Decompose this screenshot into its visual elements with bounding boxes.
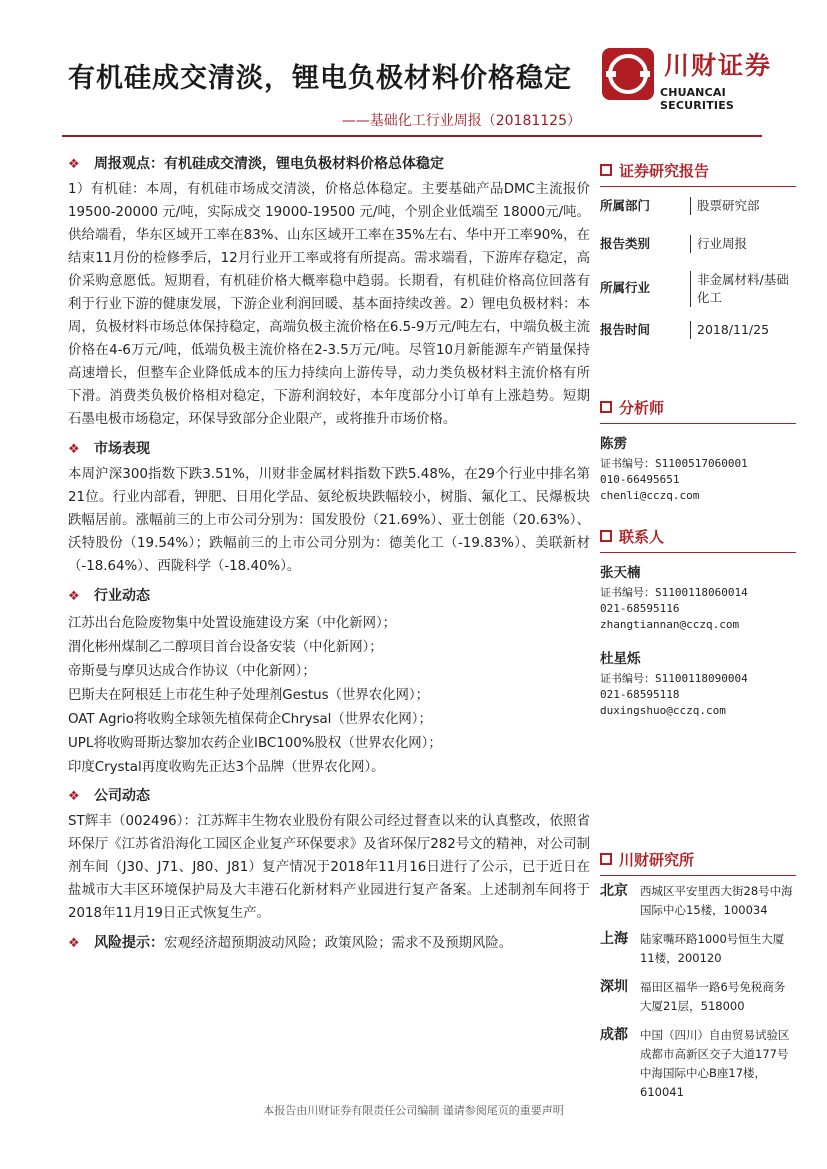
office-city: 成都 — [600, 1027, 628, 1043]
square-bullet-icon — [600, 530, 612, 542]
section-risk — [68, 931, 590, 955]
sidebar-heading-report — [600, 158, 796, 182]
sidebar-divider — [600, 423, 796, 424]
contact-email: zhangtiannan@cczq.com — [600, 618, 740, 631]
info-value: 2018/11/25 — [690, 321, 796, 339]
info-row — [600, 321, 796, 339]
analyst-name: 陈雳 — [600, 436, 627, 452]
office-row — [600, 1026, 796, 1102]
logo-english-name: CHUANCAI SECURITIES — [660, 86, 735, 112]
contact-cert: 证书编号：S1100118090004 — [600, 672, 748, 685]
heading-text: 证券研究报告 — [619, 161, 710, 180]
contact-phone: 021-68595118 — [600, 688, 680, 701]
office-city: 上海 — [600, 931, 628, 947]
sidebar-heading-institute — [600, 847, 796, 871]
contact-email: duxingshuo@cczq.com — [600, 704, 726, 717]
section-company-news — [68, 784, 590, 808]
diamond-bullet-icon: ❖ — [68, 156, 80, 172]
office-row — [600, 978, 796, 1016]
risk-heading: 风险提示： — [94, 934, 164, 951]
diamond-bullet-icon: ❖ — [68, 441, 80, 457]
info-row — [600, 235, 796, 253]
office-address: 西城区平安里西大街28号中海国际中心15楼，100034 — [640, 884, 793, 917]
info-label: 报告时间 — [600, 322, 651, 337]
section-market — [68, 437, 590, 461]
diamond-bullet-icon: ❖ — [68, 588, 80, 604]
sidebar-divider — [600, 552, 796, 553]
footer-disclaimer: 本报告由川财证券有限责任公司编制 谨请参阅尾页的重要声明 — [263, 1104, 564, 1117]
sidebar — [600, 158, 796, 1102]
list-item: UPL将收购哥斯达黎加农药企业IBC100%股权（世界农化网）； — [68, 736, 442, 751]
diamond-bullet-icon: ❖ — [68, 788, 80, 804]
heading-text: 川财研究所 — [619, 850, 695, 869]
report-subtitle: ——基础化工行业周报（20181125） — [341, 113, 581, 129]
contact-phone: 021-68595116 — [600, 602, 680, 615]
square-bullet-icon — [600, 401, 612, 413]
analyst-email: chenli@cczq.com — [600, 489, 700, 502]
list-item: 印度Crystal再度收购先正达3个品牌（世界农化网）。 — [68, 760, 385, 775]
info-label: 所属部门 — [600, 198, 651, 213]
company-logo — [602, 46, 792, 112]
contact-cert: 证书编号：S1100118060014 — [600, 586, 748, 599]
list-item: 江苏出台危险废物集中处置设施建设方案（中化新网）； — [68, 616, 397, 631]
section-heading: 公司动态 — [94, 787, 150, 804]
contact-name: 张天楠 — [600, 565, 641, 581]
office-city: 深圳 — [600, 979, 628, 995]
sidebar-heading-contacts — [600, 524, 796, 548]
header-divider — [62, 135, 762, 137]
info-label: 所属行业 — [600, 280, 651, 295]
office-city: 北京 — [600, 883, 628, 899]
logo-mark-icon — [602, 48, 654, 100]
diamond-bullet-icon: ❖ — [68, 935, 80, 951]
office-address: 陆家嘴环路1000号恒生大厦11楼，200120 — [640, 932, 785, 965]
section-heading: 周报观点：有机硅成交清淡，锂电负极材料价格总体稳定 — [94, 155, 444, 172]
report-title: 有机硅成交清淡，锂电负极材料价格稳定 — [68, 63, 572, 94]
list-item: OAT Agrio将收购全球领先植保荷企Chrysal（世界农化网）； — [68, 712, 432, 727]
section-industry-news — [68, 584, 590, 608]
contact-name: 杜星烁 — [600, 651, 641, 667]
info-label: 报告类别 — [600, 236, 651, 251]
main-content — [68, 148, 590, 955]
info-value: 非金属材料/基础化工 — [690, 271, 796, 307]
industry-news-list — [68, 612, 590, 780]
sidebar-heading-analyst — [600, 395, 796, 419]
info-value: 行业周报 — [690, 235, 796, 253]
info-row — [600, 271, 796, 307]
office-address: 福田区福华一路6号免税商务大厦21层，518000 — [640, 980, 786, 1013]
square-bullet-icon — [600, 164, 612, 176]
analyst-cert: 证书编号：S1100517060001 — [600, 457, 748, 470]
list-item: 巴斯夫在阿根廷上市花生种子处理剂Gestus（世界农化网）； — [68, 688, 429, 703]
office-address: 中国（四川）自由贸易试验区成都市高新区交子大道177号中海国际中心B座17楼，610041 — [640, 1028, 790, 1099]
analyst-phone: 010-66495651 — [600, 473, 680, 486]
info-value: 股票研究部 — [690, 197, 796, 215]
section-weekly-view — [68, 152, 590, 176]
weekly-view-text: 1）有机硅：本周，有机硅市场成交清淡，价格总体稳定。主要基础产品DMC主流报价 19500-20000 元/吨，实际成交 19000-19500 元/吨，个别企业低端至 18000元/吨。供给端看，华东区域开工率在83%、山东区域开工率在35%左右、华中开工率90%，在结束11月份的检修季后，12月行业开工率或将有所提高。需求端看，下游库存稳定，高价采购意愿低。短期看，有机硅价格大概率稳中趋弱。长期看，有机硅价格高位回落有利于行业下游的健康发展，下游企业利润回暖、基本面持续改善。2）锂电负极材料：本周，负极材料市场总体保持稳定，高端负极主流价格在6.5-9万元/吨左右，中端负极主流价格在4-6万元/吨，低端负极主流价格在2-3.5万元/吨。尽管10月新能源车产销量保持高速增长，但整车企业降低成本的压力持续向上游传导，动力类负极材料主流价格有所下滑。消费类负极价格相对稳定，下游利润较好，本年度部分小订单有上涨趋势。短期石墨电极市场稳定，环保导致部分企业限产，或将推升市场价格。 — [68, 182, 590, 427]
office-row — [600, 930, 796, 968]
logo-chinese-name: 川财证券 — [664, 51, 773, 80]
section-heading: 市场表现 — [94, 440, 150, 457]
sidebar-divider — [600, 875, 796, 876]
heading-text: 分析师 — [619, 398, 665, 417]
section-heading: 行业动态 — [94, 587, 150, 604]
list-item: 渭化彬州煤制乙二醇项目首台设备安装（中化新网）； — [68, 640, 383, 655]
risk-text: 宏观经济超预期波动风险；政策风险；需求不及预期风险。 — [164, 935, 513, 951]
heading-text: 联系人 — [619, 527, 665, 546]
office-row — [600, 882, 796, 920]
list-item: 帝斯曼与摩贝达成合作协议（中化新网）； — [68, 664, 316, 679]
market-text: 本周沪深300指数下跌3.51%，川财非金属材料指数下跌5.48%，在29个行业中排名第21位。行业内部看，钾肥、日用化学品、氨纶板块跌幅较小，树脂、氟化工、民爆板块跌幅居前。涨幅前三的上市公司分别为：国发股份（21.69%）、亚士创能（20.63%）、沃特股份（19.54%）；跌幅前三的上市公司分别为：德美化工（-19.83%）、美联新材（-18.64%）、西陇科学（-18.40%）。 — [68, 467, 590, 574]
sidebar-divider — [600, 186, 796, 187]
square-bullet-icon — [600, 853, 612, 865]
info-row — [600, 197, 796, 215]
company-news-text: ST辉丰（002496）：江苏辉丰生物农业股份有限公司经过督查以来的认真整改，依照省环保厅《江苏省沿海化工园区企业复产环保要求》及省环保厅282号文的精神，对公司制剂车间（J30、J71、J80、J81）复产情况于2018年11月16日进行了公示，已于近日在盐城市大丰区环境保护局及大丰港石化新材料产业园进行复产备案。上述制剂车间将于2018年11月19日正式恢复生产。 — [68, 814, 590, 921]
